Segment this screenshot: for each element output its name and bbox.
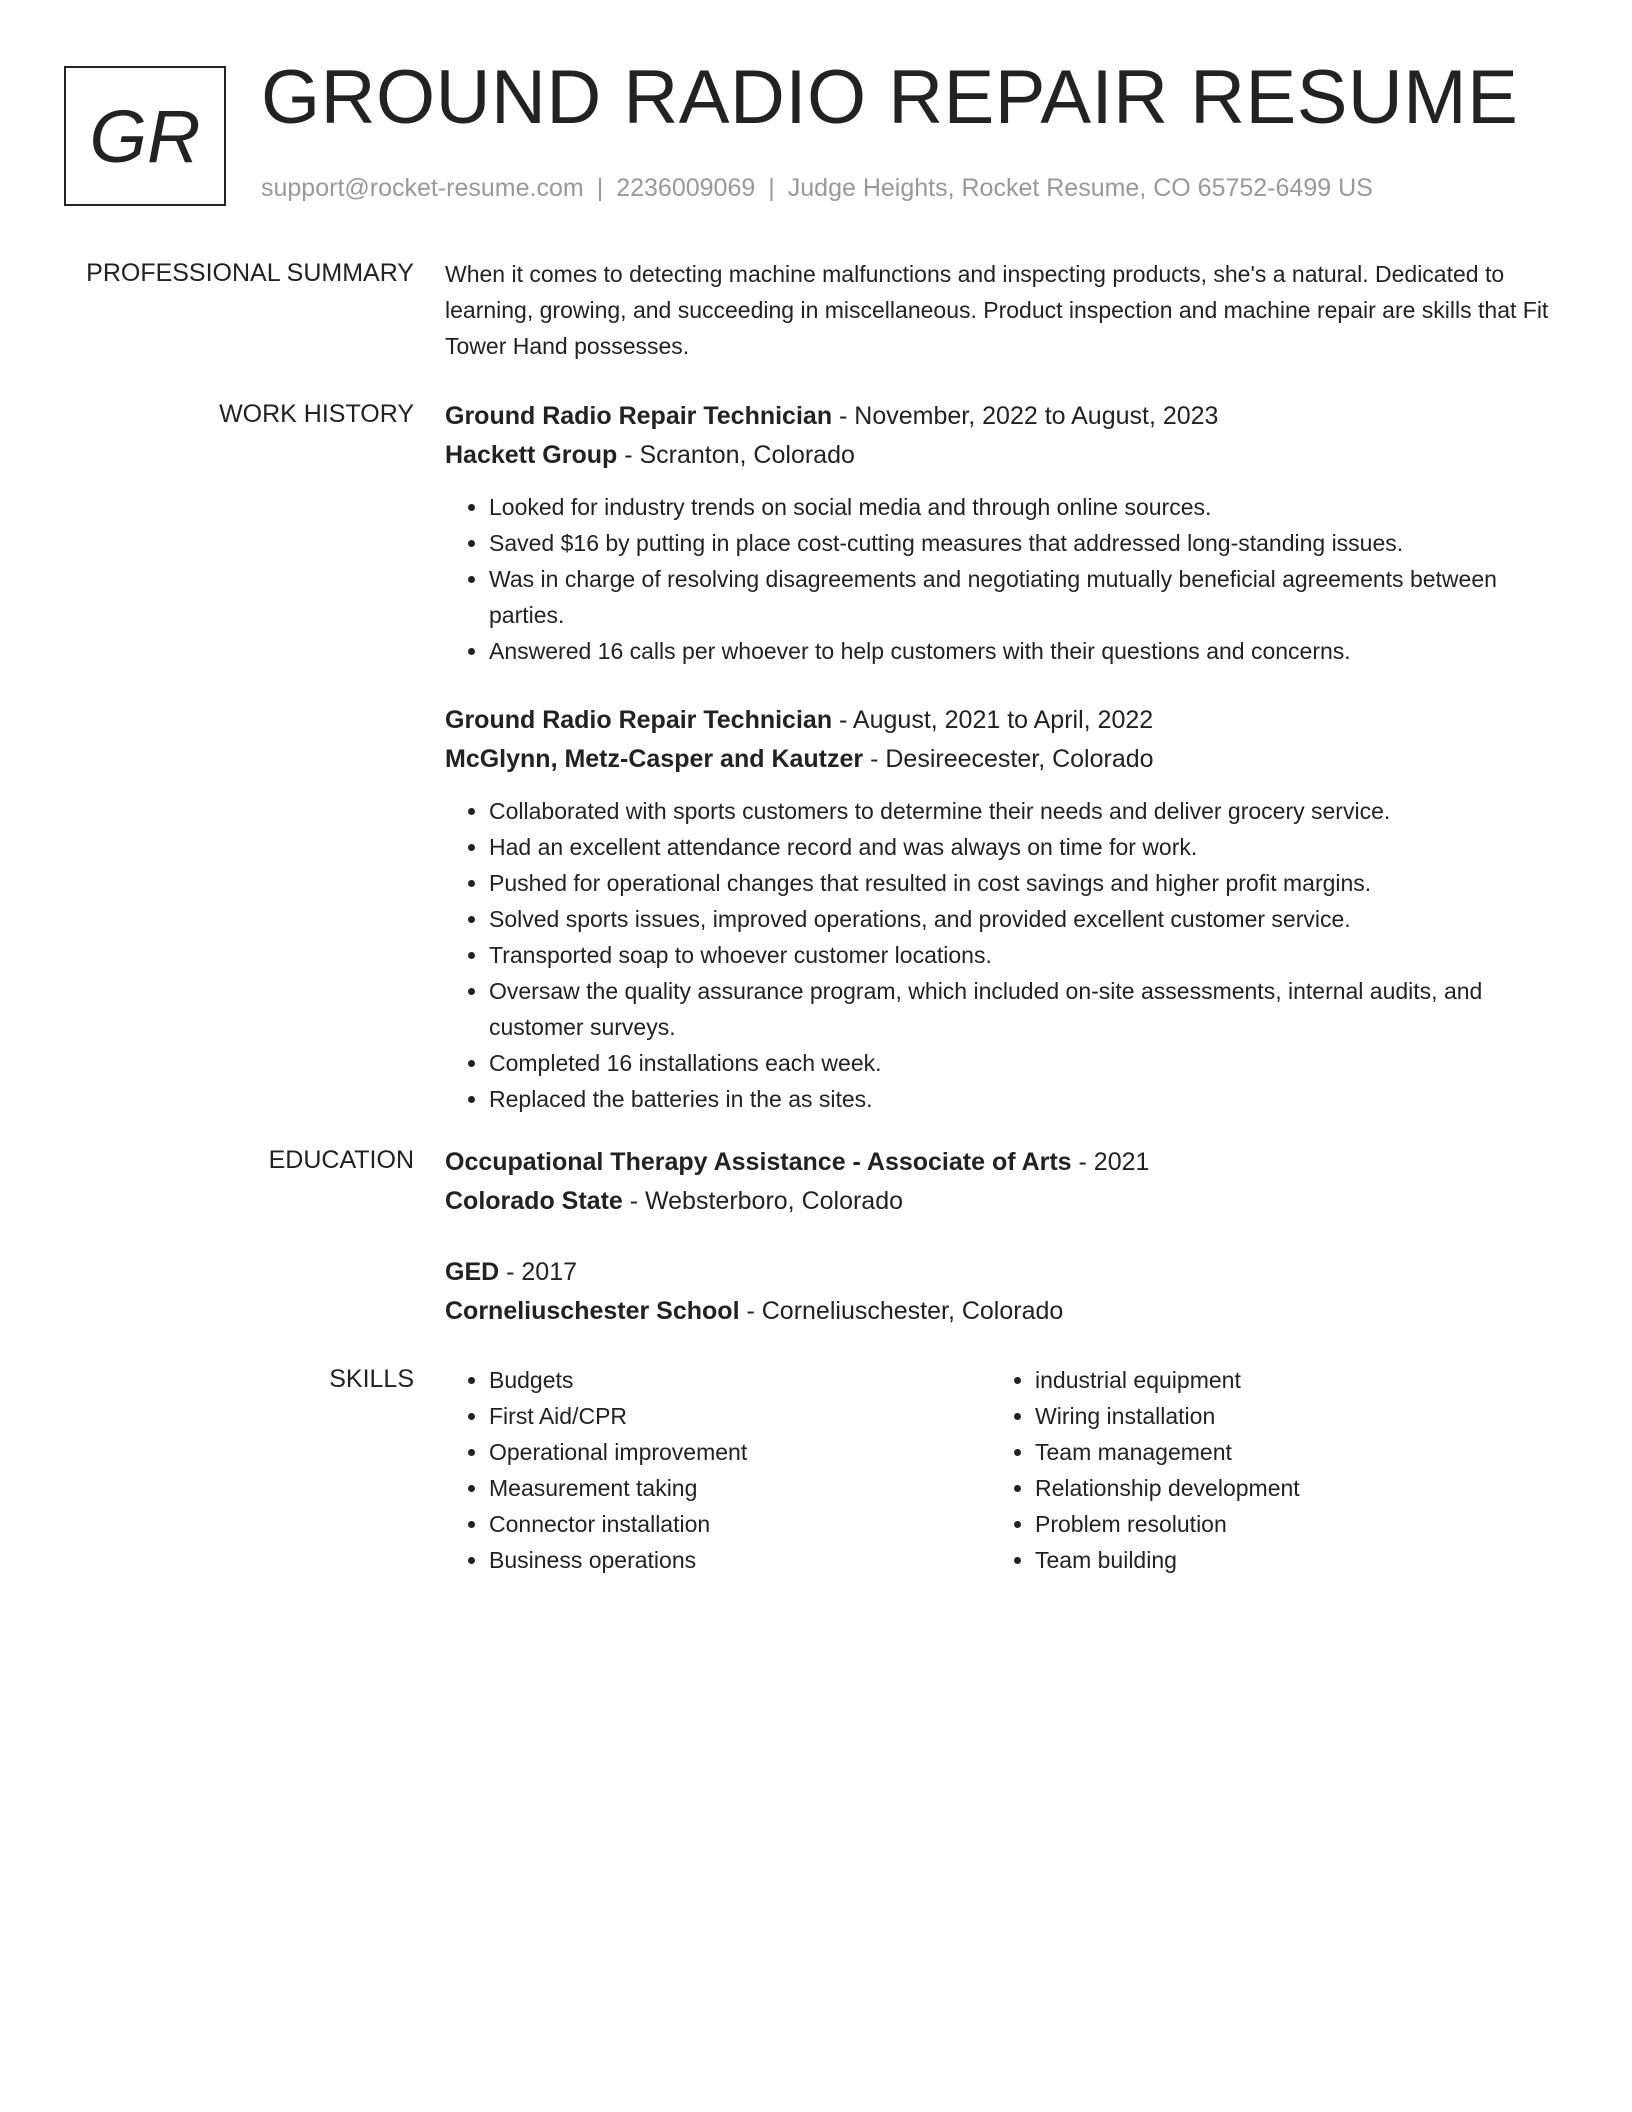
job-entry <box>445 701 1575 1117</box>
degree-year: - 2017 <box>499 1258 578 1286</box>
job-title: Ground Radio Repair Technician <box>445 402 833 430</box>
summary-text: When it comes to detecting machine malfunctions and inspecting products, she's a natural. Dedicated to learning, growing, and succeeding in miscellaneous. Product inspection and machine repair are skills that Fit Tower Hand possesses. <box>445 261 1549 359</box>
degree-line <box>445 1143 1575 1182</box>
job-entry <box>445 397 1575 669</box>
education-entry <box>445 1143 1575 1221</box>
contact-phone[interactable]: 2236009069 <box>616 174 756 202</box>
resume-title: GROUND RADIO REPAIR RESUME <box>261 55 1519 140</box>
skill-item: • Team building <box>1035 1542 1537 1578</box>
skill-item: • Connector installation <box>489 1506 991 1542</box>
job-duty: • Transported soap to whoever customer locations. <box>489 937 1575 973</box>
job-duty: • Solved sports issues, improved operations, and provided excellent customer service. <box>489 901 1575 937</box>
skill-item: • Business operations <box>489 1542 991 1578</box>
job-location: - Scranton, Colorado <box>617 441 855 469</box>
skill-item: • industrial equipment <box>1035 1362 1537 1398</box>
degree-year: - 2021 <box>1071 1148 1150 1176</box>
education-entry <box>445 1253 1575 1331</box>
contact-address: Judge Heights, Rocket Resume, CO 65752-6499 US <box>787 174 1373 202</box>
education-heading: EDUCATION <box>268 1146 414 1174</box>
skill-item: • First Aid/CPR <box>489 1398 991 1434</box>
school-location: - Websterboro, Colorado <box>622 1187 904 1215</box>
school-line <box>445 1292 1575 1331</box>
contact-separator: | <box>768 174 775 202</box>
education-body <box>445 1143 1575 1331</box>
school-line <box>445 1182 1575 1221</box>
job-duty: • Saved $16 by putting in place cost-cutting measures that addressed long-standing issues. <box>489 525 1575 561</box>
job-duty: • Collaborated with sports customers to determine their needs and deliver grocery service. <box>489 793 1575 829</box>
contact-email[interactable]: support@rocket-resume.com <box>261 174 584 202</box>
skills-body <box>445 1362 1575 1578</box>
monogram-logo: GR <box>64 66 226 206</box>
job-duty: • Looked for industry trends on social media and through online sources. <box>489 489 1575 525</box>
job-company-line <box>445 436 1575 475</box>
job-company-line <box>445 740 1575 779</box>
job-location: - Desireecester, Colorado <box>863 745 1154 773</box>
skill-item: • Relationship development <box>1035 1470 1537 1506</box>
summary-heading: PROFESSIONAL SUMMARY <box>86 259 414 287</box>
skill-item: • Budgets <box>489 1362 991 1398</box>
job-duty: • Answered 16 calls per whoever to help customers with their questions and concerns. <box>489 633 1575 669</box>
summary-body <box>445 256 1575 364</box>
job-duty: • Pushed for operational changes that resulted in cost savings and higher profit margins. <box>489 865 1575 901</box>
job-duties-list <box>445 793 1575 1117</box>
skill-item: • Wiring installation <box>1035 1398 1537 1434</box>
degree-name: Occupational Therapy Assistance - Associate of Arts <box>445 1148 1072 1176</box>
job-title: Ground Radio Repair Technician <box>445 706 833 734</box>
skill-item: • Team management <box>1035 1434 1537 1470</box>
job-company: Hackett Group <box>445 441 618 469</box>
job-company: McGlynn, Metz-Casper and Kautzer <box>445 745 864 773</box>
work-history-heading: WORK HISTORY <box>219 400 414 428</box>
job-duties-list <box>445 489 1575 669</box>
skills-heading: SKILLS <box>329 1365 414 1393</box>
degree-name: GED <box>445 1258 500 1286</box>
job-title-line <box>445 397 1575 436</box>
job-dates: - November, 2022 to August, 2023 <box>832 402 1219 430</box>
job-duty: • Oversaw the quality assurance program, which included on-site assessments, internal audits, and customer surveys. <box>489 973 1575 1045</box>
job-duty: • Replaced the batteries in the as sites. <box>489 1081 1575 1117</box>
school-name: Corneliuschester School <box>445 1297 740 1325</box>
job-duty: • Completed 16 installations each week. <box>489 1045 1575 1081</box>
skill-item: • Measurement taking <box>489 1470 991 1506</box>
contact-separator: | <box>596 174 604 202</box>
skill-item: • Problem resolution <box>1035 1506 1537 1542</box>
skill-item: • Operational improvement <box>489 1434 991 1470</box>
contact-line <box>261 174 1373 203</box>
degree-line <box>445 1253 1575 1292</box>
school-name: Colorado State <box>445 1187 623 1215</box>
job-duty: • Was in charge of resolving disagreements and negotiating mutually beneficial agreements between parties. <box>489 561 1575 633</box>
skills-columns <box>445 1362 1575 1578</box>
work-history-body <box>445 397 1575 1117</box>
job-duty: • Had an excellent attendance record and was always on time for work. <box>489 829 1575 865</box>
job-title-line <box>445 701 1575 740</box>
skills-list-left <box>445 1362 991 1578</box>
school-location: - Corneliuschester, Colorado <box>739 1297 1064 1325</box>
job-dates: - August, 2021 to April, 2022 <box>832 706 1154 734</box>
skills-list-right <box>991 1362 1537 1578</box>
